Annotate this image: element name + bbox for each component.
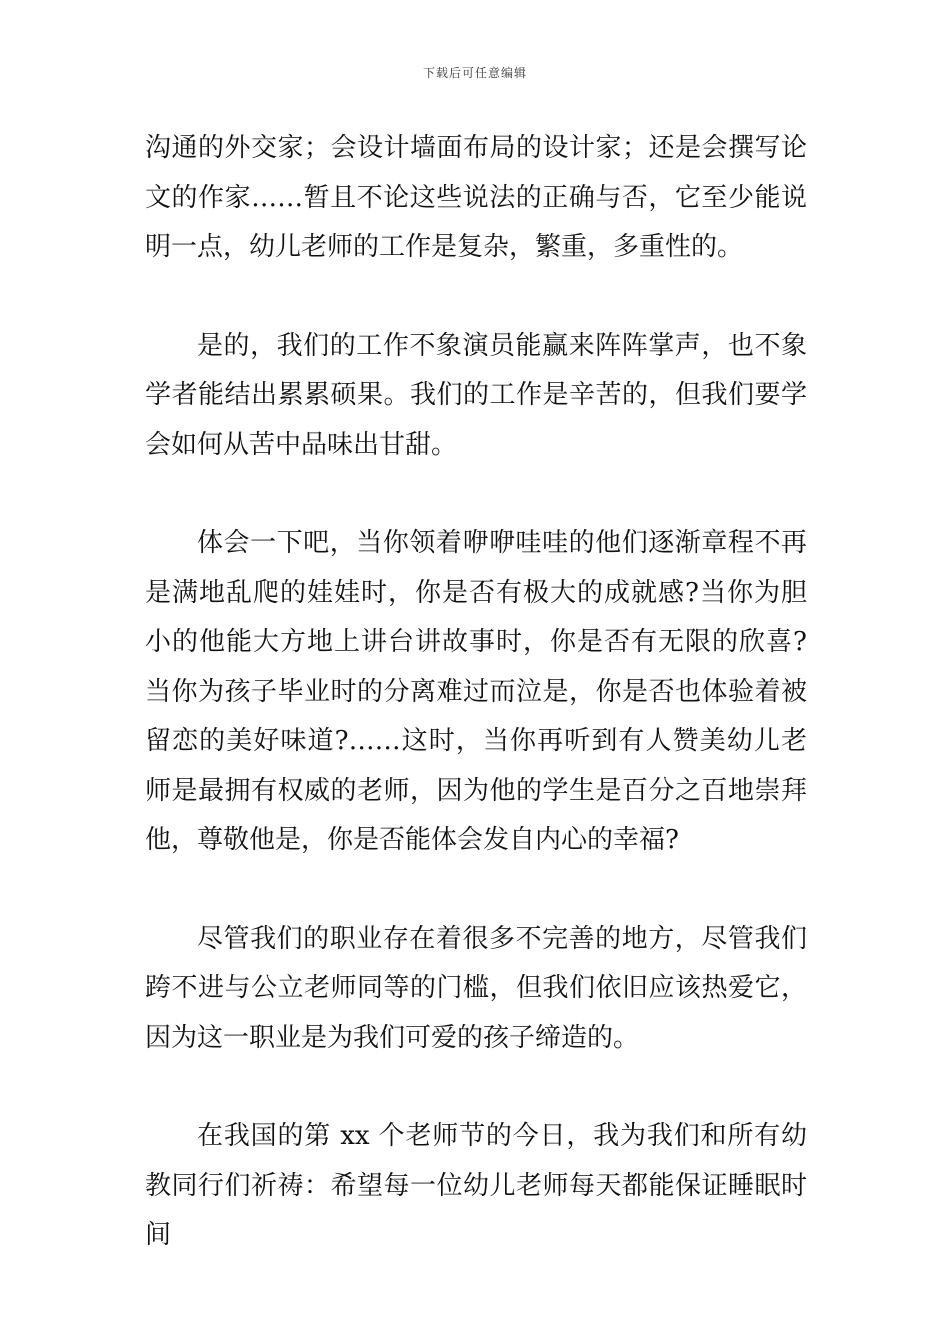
paragraph: 体会一下吧，当你领着咿咿哇哇的他们逐渐章程不再是满地乱爬的娃娃时，你是否有极大的成就感?当你为胆小的他能大方地上讲台讲故事时，你是否有无限的欣喜?当你为孩子毕业时的分离难过而泣是，你是否也体验着被留恋的美好味道?……这时，当你再听到有人赞美幼儿老师是最拥有权威的老师，因为他的学生是百分之百地崇拜他，尊敬他是，你是否能体会发自内心的幸福? (145, 528, 807, 855)
paragraph-continuation: 沟通的外交家；会设计墙面布局的设计家；还是会撰写论文的作家……暂且不论这些说法的正确与否，它至少能说明一点，幼儿老师的工作是复杂，繁重，多重性的。 (145, 133, 807, 262)
page-header-note: 下载后可任意编辑 (422, 66, 527, 80)
paragraph: 在我国的第 xx 个老师节的今日，我为我们和所有幼教同行们祈祷：希望每一位幼儿老师每天都能保证睡眠时间 (145, 1121, 807, 1250)
document-body (145, 124, 807, 1261)
paragraph: 尽管我们的职业存在着很多不完善的地方，尽管我们跨不进与公立老师同等的门槛，但我们依旧应该热爱它，因为这一职业是为我们可爱的孩子缔造的。 (145, 923, 807, 1053)
paragraph: 是的，我们的工作不象演员能赢来阵阵掌声，也不象学者能结出累累硕果。我们的工作是辛苦的，但我们要学会如何从苦中品味出甘甜。 (145, 330, 807, 460)
